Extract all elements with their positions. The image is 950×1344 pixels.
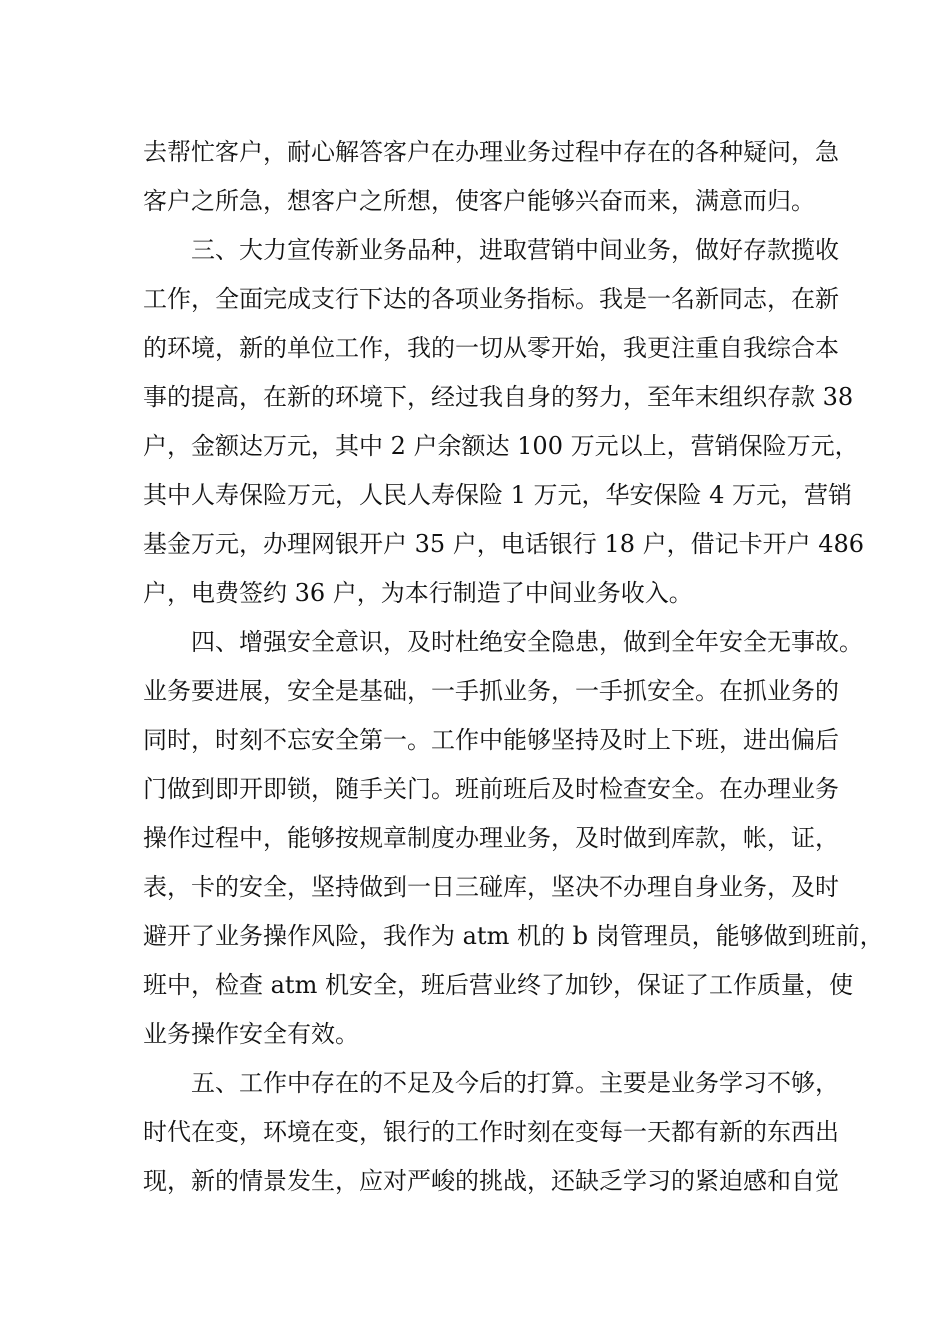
text-line: 的环境，新的单位工作，我的一切从零开始，我更注重自我综合本 [143,334,839,362]
section-heading-line: 四、增强安全意识，及时杜绝安全隐患，做到全年安全无事故。 [191,628,863,656]
text-line: 业务操作安全有效。 [143,1020,359,1048]
text-line: 去帮忙客户，耐心解答客户在办理业务过程中存在的各种疑问，急 [143,138,839,166]
text-line: 事的提高，在新的环境下，经过我自身的努力，至年末组织存款 38 [143,383,854,411]
text-line: 基金万元，办理网银开户 35 户，电话银行 18 户，借记卡开户 486 [143,530,865,558]
text-line: 其中人寿保险万元，人民人寿保险 1 万元，华安保险 4 万元，营销 [143,481,853,509]
text-line: 工作，全面完成支行下达的各项业务指标。我是一名新同志，在新 [143,285,839,313]
text-line: 时代在变，环境在变，银行的工作时刻在变每一天都有新的东西出 [143,1118,839,1146]
body-text [143,128,884,1206]
text-line: 现，新的情景发生，应对严峻的挑战，还缺乏学习的紧迫感和自觉 [143,1167,839,1195]
text-line: 户，电费签约 36 户，为本行制造了中间业务收入。 [143,579,693,607]
text-line: 操作过程中，能够按规章制度办理业务，及时做到库款，帐，证， [143,824,839,852]
text-line: 户，金额达万元，其中 2 户余额达 100 万元以上，营销保险万元， [143,432,859,460]
text-line: 班中，检查 atm 机安全，班后营业终了加钞，保证了工作质量，使 [143,971,853,999]
text-line: 表，卡的安全，坚持做到一日三碰库，坚决不办理自身业务，及时 [143,873,839,901]
text-line: 同时，时刻不忘安全第一。工作中能够坚持及时上下班，进出偏后 [143,726,839,754]
text-line: 业务要进展，安全是基础，一手抓业务，一手抓安全。在抓业务的 [143,677,839,705]
text-line: 门做到即开即锁，随手关门。班前班后及时检查安全。在办理业务 [143,775,839,803]
text-line: 客户之所急，想客户之所想，使客户能够兴奋而来，满意而归。 [143,187,815,215]
text-line: 避开了业务操作风险，我作为 atm 机的 b 岗管理员，能够做到班前， [143,922,884,950]
section-heading-line: 五、工作中存在的不足及今后的打算。主要是业务学习不够， [191,1069,839,1097]
section-heading-line: 三、大力宣传新业务品种，进取营销中间业务，做好存款揽收 [191,236,839,264]
